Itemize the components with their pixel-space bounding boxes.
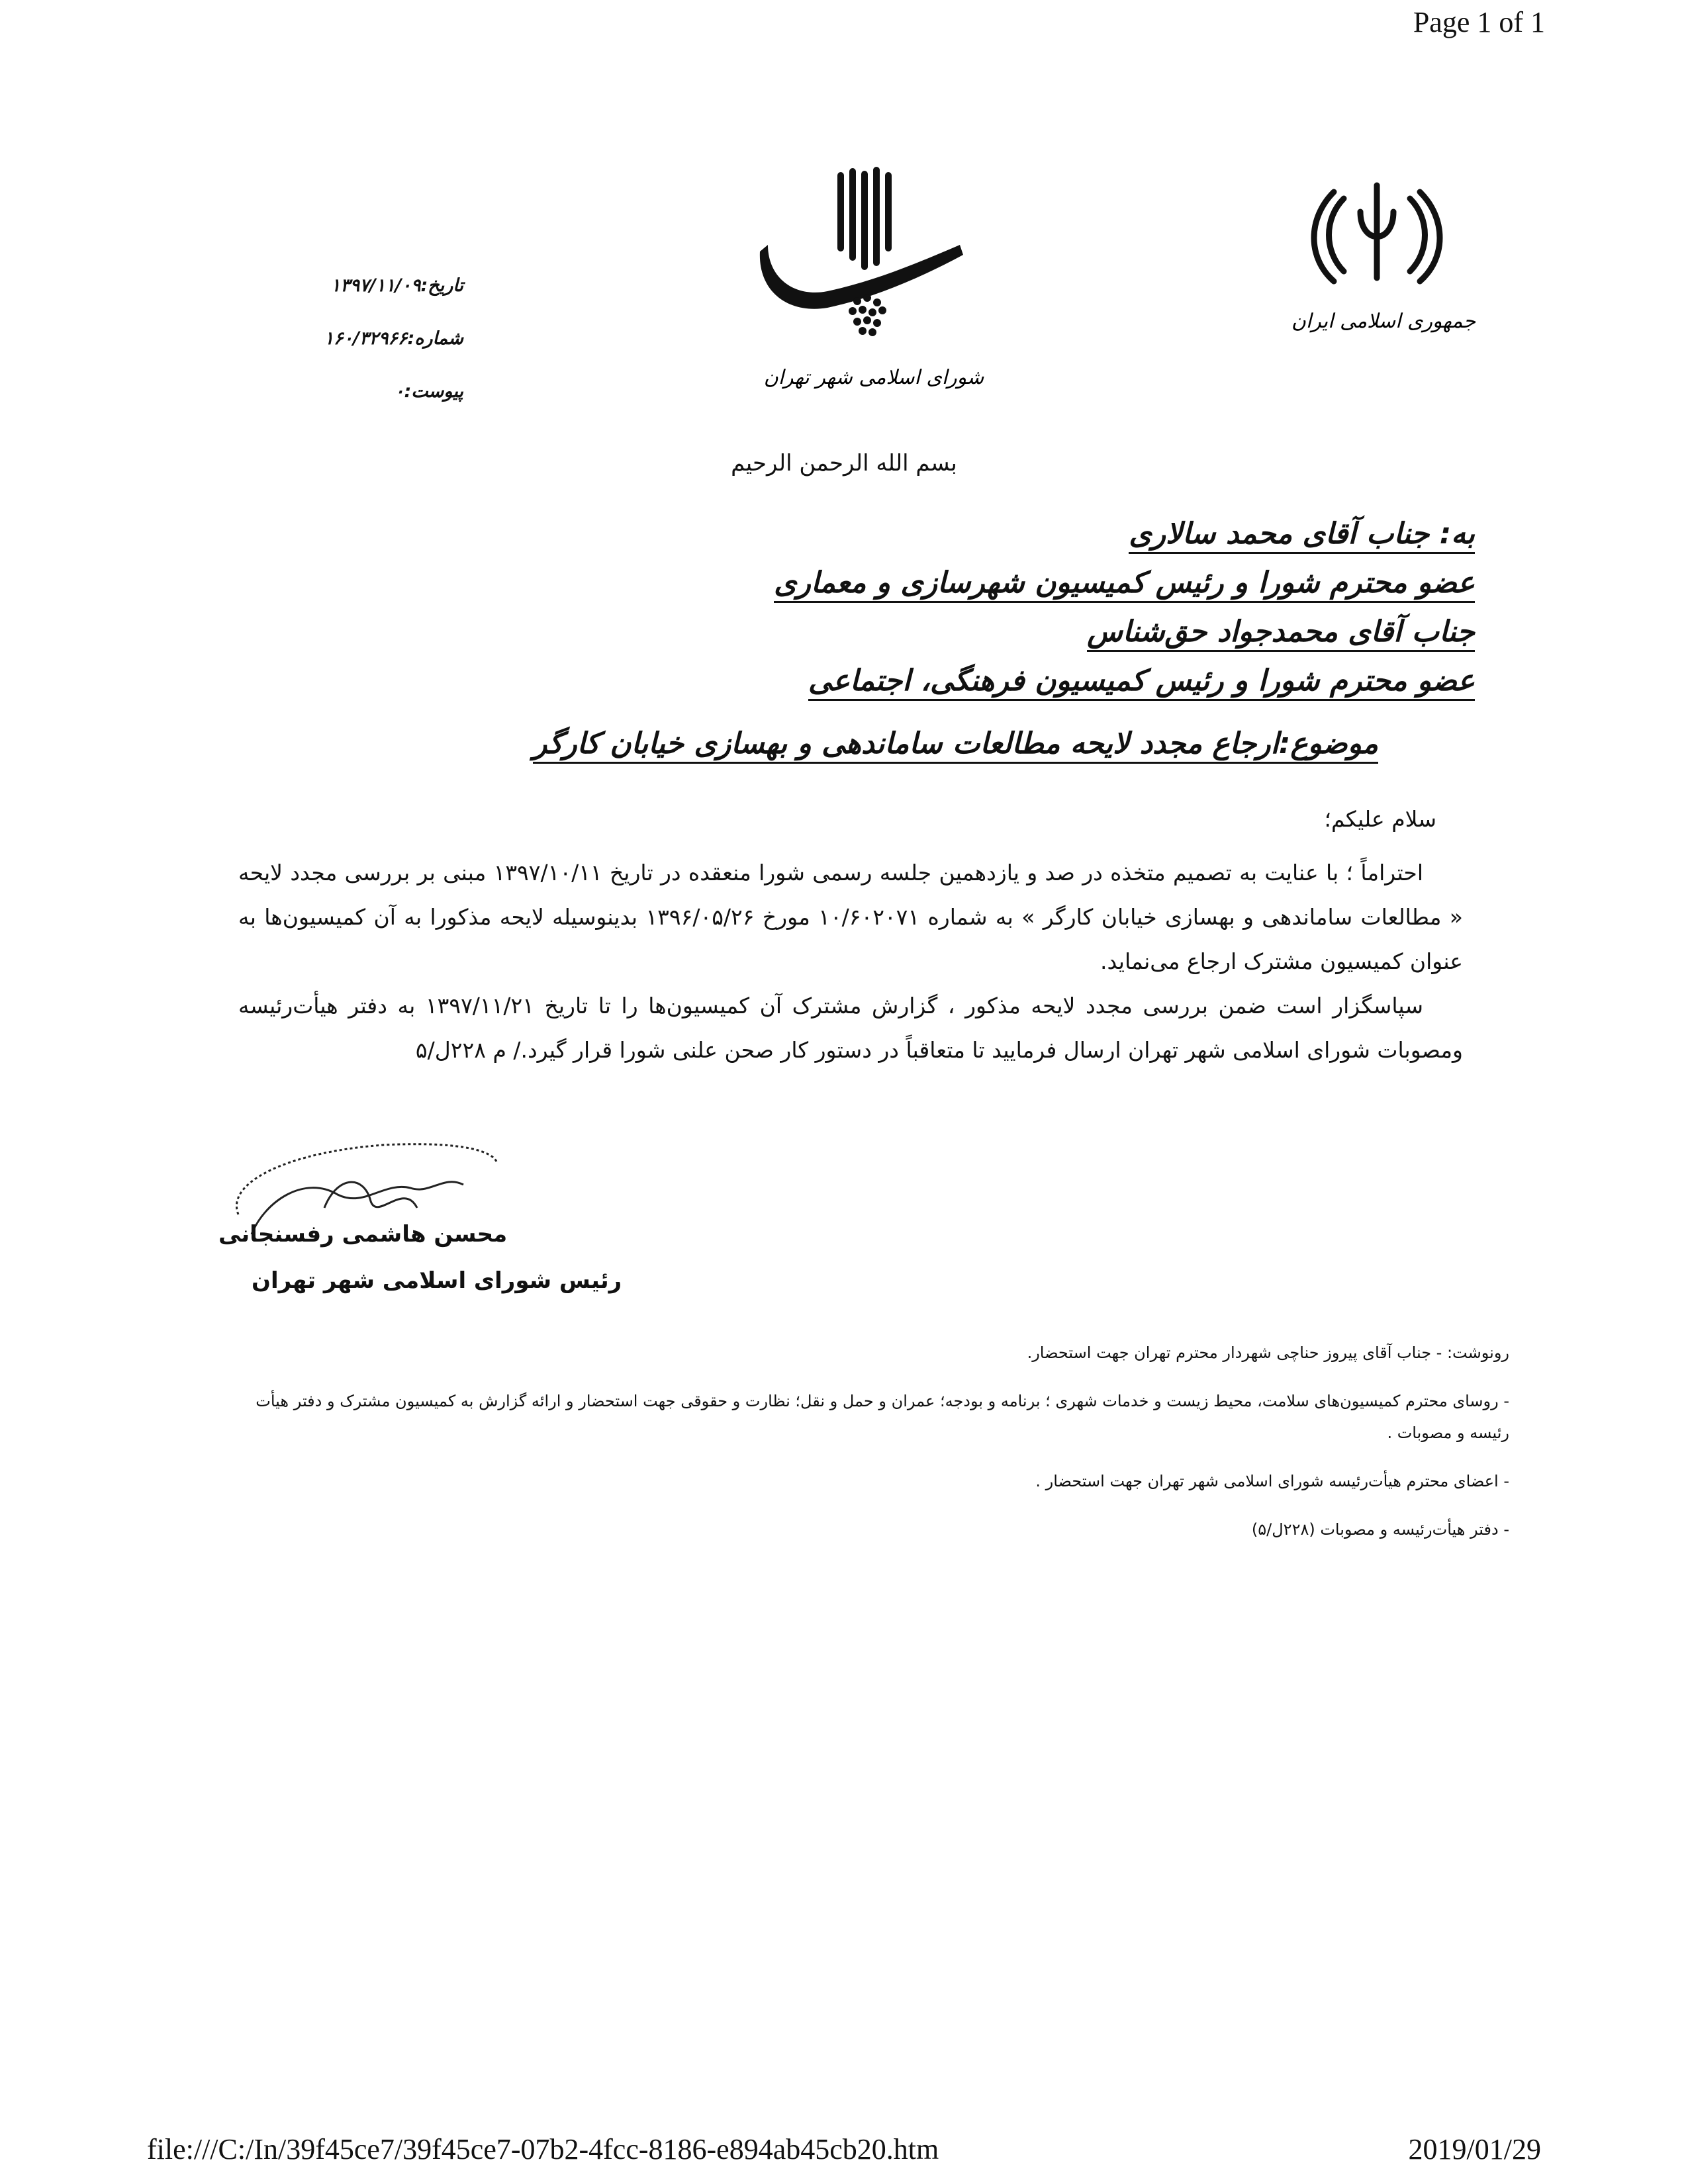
recipient-line: عضو محترم شورا و رئیس کمیسیون شهرسازی و معماری	[774, 566, 1475, 603]
subject-line	[533, 727, 1378, 760]
subject-text: موضوع:ارجاع مجدد لایحه مطالعات ساماندهی و بهسازی خیابان کارگر	[533, 727, 1378, 764]
signer-name: محسن هاشمی رفسنجانی	[218, 1221, 508, 1248]
republic-name-text: جمهوری اسلامی ایران	[1291, 310, 1476, 333]
page-number-label: Page 1 of 1	[1413, 6, 1545, 38]
council-logo	[741, 165, 1006, 417]
recipient-line: جناب آقای محمدجواد حق‌شناس	[1087, 615, 1475, 652]
copy-item: - اعضای محترم هیأت‌رئیسه شورای اسلامی شهر تهران جهت استحضار .	[1035, 1472, 1509, 1490]
body-paragraph: سپاسگزار است ضمن بررسی مجدد لایحه مذکور ، گزارش مشترک آن کمیسیون‌ها را تا تاریخ ۱۳۹۷/۱۱/۲۱ به دفتر هیأت‌رئیسه ومصوبات شورای اسلامی شهر تهران ارسال فرمایید تا متعاقباً در دستور کار صحن علنی شورا قرار گیرد./ م ۲۲۸ل/۵	[238, 993, 1463, 1063]
council-name-text: شورای اسلامی شهر تهران	[763, 366, 984, 389]
letter-body	[238, 850, 1463, 1072]
body-paragraph: احتراماً ؛ با عنایت به تصمیم متخذه در صد و یازدهمین جلسه رسمی شورا منعقده در تاریخ ۱۳۹۷/۱۰/۱۱ مبنی بر بررسی مجدد لایحه « مطالعات ساماندهی و بهسازی خیابان کارگر » به شماره ۱۰/۶۰۲۰۷۱ مورخ ۱۳۹۶/۰۵/۲۶ بدینوسیله لایحه مذکورا به آن کمیسیون‌ها به عنوان کمیسیون مشترک ارجاع می‌نماید.	[238, 860, 1463, 974]
signer-title: رئیس شورای اسلامی شهر تهران	[252, 1267, 622, 1294]
recipients-block	[283, 510, 1475, 705]
recipient-line: به: جناب آقای محمد سالاری	[1129, 517, 1475, 554]
handwritten-signature	[212, 1135, 556, 1267]
letter-number: شماره:۱۶۰/۳۲۹۶۶	[324, 328, 463, 349]
print-date: 2019/01/29	[1408, 2133, 1541, 2165]
recipient-line: عضو محترم شورا و رئیس کمیسیون فرهنگی، اجتماعی	[808, 664, 1475, 701]
file-url: file:///C:/In/39f45ce7/39f45ce7-07b2-4fcc-8186-e894ab45cb20.htm	[147, 2133, 939, 2165]
copy-item: - روسای محترم کمیسیون‌های سلامت، محیط زیست و خدمات شهری ؛ برنامه و بودجه؛ عمران و حمل و نقل؛ نظارت و حقوقی جهت استحضار و ارائه گزارش به کمیسیون مشترک و دفتر هیأت رئیسه و مصوبات .	[256, 1392, 1509, 1442]
copy-item: رونوشت: - جناب آقای پیروز حناچی شهردار محترم تهران جهت استحضار.	[1027, 1343, 1509, 1362]
greeting: سلام علیکم؛	[1324, 806, 1436, 832]
letter-attachment: پیوست:۰	[394, 381, 463, 402]
letter-meta	[291, 259, 463, 418]
bismillah: بسم الله الرحمن الرحیم	[731, 450, 957, 477]
copy-item: - دفتر هیأت‌رئیسه و مصوبات (۲۲۸ل/۵)	[1251, 1520, 1509, 1539]
copies-list	[218, 1337, 1509, 1562]
iran-emblem	[1271, 172, 1483, 344]
letter-date: تاریخ:۱۳۹۷/۱۱/۰۹	[330, 275, 463, 296]
